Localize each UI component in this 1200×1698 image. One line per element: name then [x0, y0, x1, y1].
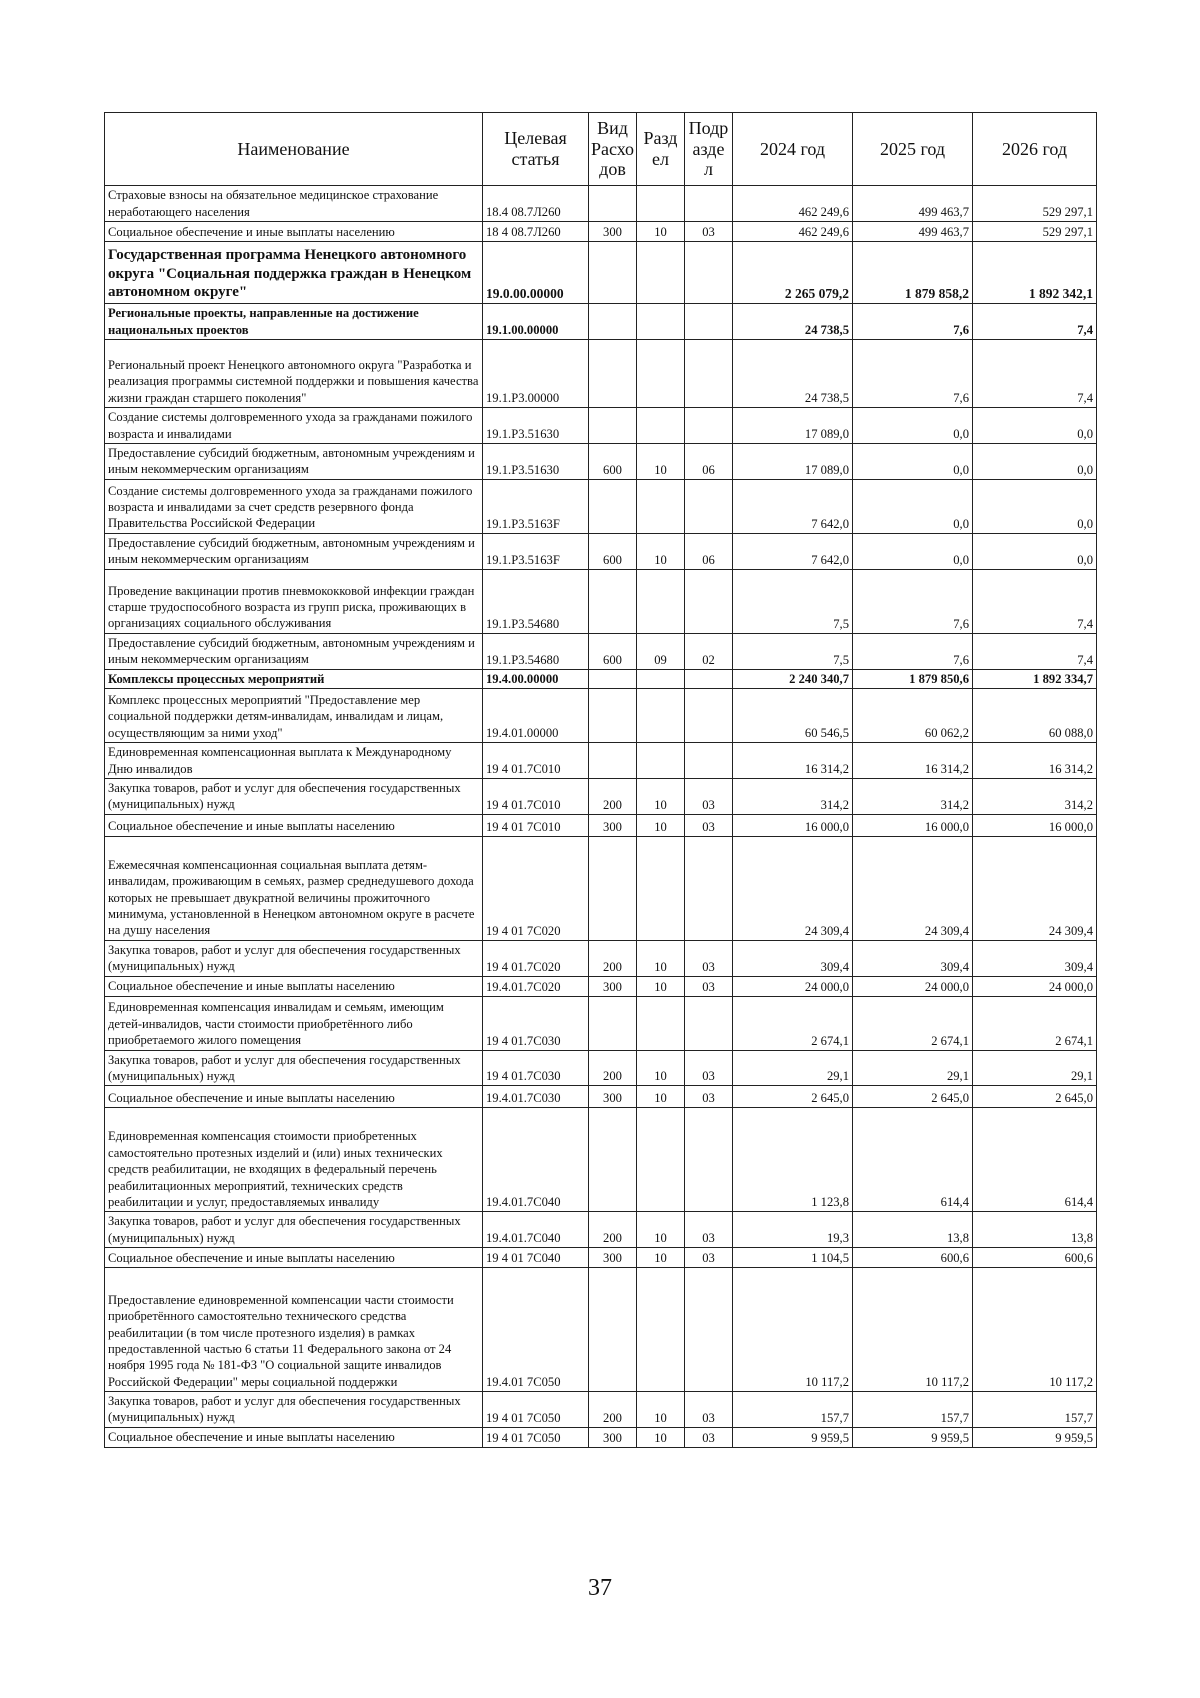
row-section-cell: 10: [637, 444, 685, 480]
row-section-cell: 10: [637, 779, 685, 815]
row-name-cell: Региональный проект Ненецкого автономного округа "Разработка и реализация программы системной поддержки и повышения качества жизни граждан старшего поколения": [105, 340, 483, 408]
row-amount-2025-cell: 9 959,5: [853, 1427, 973, 1447]
row-expense-type-cell: 300: [589, 1086, 637, 1108]
row-amount-2026-cell: 60 088,0: [973, 689, 1097, 743]
row-amount-2024-cell: 17 089,0: [733, 444, 853, 480]
row-name-cell: Закупка товаров, работ и услуг для обеспечения государственных (муниципальных) нужд: [105, 940, 483, 976]
row-subsection-cell: 03: [685, 222, 733, 242]
row-subsection-cell: 03: [685, 976, 733, 996]
budget-table-container: [104, 112, 1096, 1448]
row-amount-2024-cell: 19,3: [733, 1212, 853, 1248]
header-year-2024: 2024 год: [733, 113, 853, 186]
row-expense-type-cell: [589, 669, 637, 688]
row-amount-2024-cell: 309,4: [733, 940, 853, 976]
row-amount-2026-cell: 1 892 342,1: [973, 242, 1097, 304]
row-name-cell: Закупка товаров, работ и услуг для обеспечения государственных (муниципальных) нужд: [105, 1391, 483, 1427]
row-expense-type-cell: 200: [589, 1391, 637, 1427]
table-row: [105, 940, 1097, 976]
row-amount-2026-cell: 16 314,2: [973, 743, 1097, 779]
row-name-cell: Создание системы долговременного ухода за гражданами пожилого возраста и инвалидами за счет средств резервного фонда Правительства Российской Федерации: [105, 479, 483, 533]
row-amount-2026-cell: 9 959,5: [973, 1427, 1097, 1447]
row-expense-type-cell: [589, 1108, 637, 1212]
row-amount-2025-cell: 1 879 850,6: [853, 669, 973, 688]
row-amount-2025-cell: 157,7: [853, 1391, 973, 1427]
row-amount-2025-cell: 7,6: [853, 304, 973, 340]
row-name-cell: Единовременная компенсационная выплата к Международному Дню инвалидов: [105, 743, 483, 779]
row-expense-type-cell: 300: [589, 976, 637, 996]
row-name-cell: Предоставление субсидий бюджетным, автономным учреждениям и иным некоммерческим организациям: [105, 633, 483, 669]
table-row: [105, 242, 1097, 304]
row-section-cell: 10: [637, 1050, 685, 1086]
table-row: [105, 1212, 1097, 1248]
row-target-article-cell: 19 4 01 7С040: [483, 1247, 589, 1267]
row-expense-type-cell: [589, 569, 637, 633]
table-row: [105, 1247, 1097, 1267]
table-row: [105, 408, 1097, 444]
row-amount-2025-cell: 7,6: [853, 569, 973, 633]
row-name-cell: Социальное обеспечение и иные выплаты населению: [105, 976, 483, 996]
table-row: [105, 996, 1097, 1050]
row-subsection-cell: 03: [685, 1247, 733, 1267]
header-section: Разд ел: [637, 113, 685, 186]
row-subsection-cell: 03: [685, 1050, 733, 1086]
row-subsection-cell: [685, 479, 733, 533]
row-expense-type-cell: [589, 304, 637, 340]
table-row: [105, 340, 1097, 408]
row-subsection-cell: [685, 669, 733, 688]
row-name-cell: Социальное обеспечение и иные выплаты населению: [105, 222, 483, 242]
row-section-cell: [637, 569, 685, 633]
row-target-article-cell: 19 4 01.7С030: [483, 1050, 589, 1086]
row-section-cell: 09: [637, 633, 685, 669]
row-section-cell: [637, 242, 685, 304]
row-amount-2025-cell: 0,0: [853, 479, 973, 533]
row-name-cell: Социальное обеспечение и иные выплаты населению: [105, 1247, 483, 1267]
row-target-article-cell: 19.4.01.7С020: [483, 976, 589, 996]
row-amount-2024-cell: 7 642,0: [733, 533, 853, 569]
row-amount-2026-cell: 1 892 334,7: [973, 669, 1097, 688]
row-amount-2025-cell: 10 117,2: [853, 1267, 973, 1391]
table-row: [105, 669, 1097, 688]
row-subsection-cell: [685, 340, 733, 408]
row-section-cell: 10: [637, 533, 685, 569]
row-expense-type-cell: 600: [589, 533, 637, 569]
row-target-article-cell: 19 4 01 7С050: [483, 1391, 589, 1427]
table-row: [105, 186, 1097, 222]
row-subsection-cell: 03: [685, 1391, 733, 1427]
row-target-article-cell: 19 4 01.7С010: [483, 779, 589, 815]
row-amount-2024-cell: 24 738,5: [733, 340, 853, 408]
row-target-article-cell: 19.4.00.00000: [483, 669, 589, 688]
row-name-cell: Закупка товаров, работ и услуг для обеспечения государственных (муниципальных) нужд: [105, 1050, 483, 1086]
row-target-article-cell: 19.1.P3.51630: [483, 444, 589, 480]
row-subsection-cell: 03: [685, 940, 733, 976]
table-row: [105, 689, 1097, 743]
row-expense-type-cell: [589, 1267, 637, 1391]
row-target-article-cell: 18.4 08.7Л260: [483, 186, 589, 222]
row-amount-2025-cell: 24 309,4: [853, 836, 973, 940]
row-amount-2026-cell: 309,4: [973, 940, 1097, 976]
row-subsection-cell: [685, 408, 733, 444]
row-amount-2025-cell: 60 062,2: [853, 689, 973, 743]
row-amount-2025-cell: 13,8: [853, 1212, 973, 1248]
row-amount-2024-cell: 2 645,0: [733, 1086, 853, 1108]
row-name-cell: Социальное обеспечение и иные выплаты населению: [105, 1427, 483, 1447]
row-target-article-cell: 18 4 08.7Л260: [483, 222, 589, 242]
row-subsection-cell: [685, 996, 733, 1050]
row-name-cell: Социальное обеспечение и иные выплаты населению: [105, 1086, 483, 1108]
table-row: [105, 633, 1097, 669]
row-expense-type-cell: 200: [589, 940, 637, 976]
row-expense-type-cell: [589, 186, 637, 222]
row-amount-2024-cell: 7,5: [733, 569, 853, 633]
row-subsection-cell: 06: [685, 533, 733, 569]
row-expense-type-cell: [589, 242, 637, 304]
row-subsection-cell: [685, 186, 733, 222]
table-row: [105, 479, 1097, 533]
row-amount-2025-cell: 614,4: [853, 1108, 973, 1212]
row-amount-2026-cell: 24 000,0: [973, 976, 1097, 996]
table-row: [105, 976, 1097, 996]
row-amount-2024-cell: 60 546,5: [733, 689, 853, 743]
row-amount-2024-cell: 7,5: [733, 633, 853, 669]
row-amount-2025-cell: 16 000,0: [853, 814, 973, 836]
row-amount-2026-cell: 0,0: [973, 533, 1097, 569]
row-subsection-cell: [685, 1108, 733, 1212]
header-year-2026: 2026 год: [973, 113, 1097, 186]
row-expense-type-cell: 600: [589, 444, 637, 480]
row-amount-2026-cell: 10 117,2: [973, 1267, 1097, 1391]
row-amount-2024-cell: 1 123,8: [733, 1108, 853, 1212]
row-section-cell: 10: [637, 1247, 685, 1267]
row-expense-type-cell: 200: [589, 1050, 637, 1086]
table-row: [105, 222, 1097, 242]
row-amount-2026-cell: 7,4: [973, 633, 1097, 669]
row-name-cell: Единовременная компенсация инвалидам и семьям, имеющим детей-инвалидов, части стоимости приобретённого либо приобретаемого жилого помещения: [105, 996, 483, 1050]
row-target-article-cell: 19.1.P3.54680: [483, 569, 589, 633]
row-amount-2025-cell: 1 879 858,2: [853, 242, 973, 304]
table-row: [105, 814, 1097, 836]
row-amount-2025-cell: 499 463,7: [853, 186, 973, 222]
row-amount-2026-cell: 2 674,1: [973, 996, 1097, 1050]
row-subsection-cell: 03: [685, 779, 733, 815]
row-amount-2024-cell: 2 265 079,2: [733, 242, 853, 304]
row-amount-2025-cell: 29,1: [853, 1050, 973, 1086]
table-row: [105, 836, 1097, 940]
row-expense-type-cell: [589, 340, 637, 408]
row-expense-type-cell: [589, 743, 637, 779]
row-amount-2026-cell: 29,1: [973, 1050, 1097, 1086]
table-row: [105, 743, 1097, 779]
row-amount-2025-cell: 0,0: [853, 444, 973, 480]
row-subsection-cell: [685, 689, 733, 743]
row-name-cell: Закупка товаров, работ и услуг для обеспечения государственных (муниципальных) нужд: [105, 779, 483, 815]
row-amount-2026-cell: 13,8: [973, 1212, 1097, 1248]
header-target-article: Целевая статья: [483, 113, 589, 186]
row-target-article-cell: 19.4.01.7С040: [483, 1108, 589, 1212]
row-name-cell: Создание системы долговременного ухода за гражданами пожилого возраста и инвалидами: [105, 408, 483, 444]
row-name-cell: Единовременная компенсация стоимости приобретенных самостоятельно протезных изделий и (или) иных технических средств реабилитации, не входящих в федеральный перечень реабилитационных мероприятий, технических средств реабилитации и услуг, предоставляемых инвалиду: [105, 1108, 483, 1212]
row-name-cell: Проведение вакцинации против пневмококковой инфекции граждан старше трудоспособного возраста из групп риска, проживающих в организациях социального обслуживания: [105, 569, 483, 633]
row-subsection-cell: 02: [685, 633, 733, 669]
row-target-article-cell: 19 4 01 7С020: [483, 836, 589, 940]
row-amount-2026-cell: 157,7: [973, 1391, 1097, 1427]
row-expense-type-cell: [589, 689, 637, 743]
row-target-article-cell: 19.1.P3.00000: [483, 340, 589, 408]
row-section-cell: [637, 304, 685, 340]
row-amount-2026-cell: 0,0: [973, 408, 1097, 444]
row-amount-2026-cell: 24 309,4: [973, 836, 1097, 940]
row-section-cell: [637, 1108, 685, 1212]
row-section-cell: [637, 689, 685, 743]
row-section-cell: 10: [637, 1391, 685, 1427]
header-subsection: Подр азде л: [685, 113, 733, 186]
row-name-cell: Ежемесячная компенсационная социальная выплата детям-инвалидам, проживающим в семьях, размер среднедушевого дохода которых не превышает двукратной величины прожиточного минимума, установленной в Ненецком автономном округе в расчете на душу населения: [105, 836, 483, 940]
row-expense-type-cell: 300: [589, 814, 637, 836]
row-amount-2024-cell: 7 642,0: [733, 479, 853, 533]
row-amount-2026-cell: 529 297,1: [973, 222, 1097, 242]
row-target-article-cell: 19.1.00.00000: [483, 304, 589, 340]
row-amount-2026-cell: 614,4: [973, 1108, 1097, 1212]
row-name-cell: Комплексы процессных мероприятий: [105, 669, 483, 688]
row-amount-2024-cell: 16 000,0: [733, 814, 853, 836]
row-amount-2025-cell: 7,6: [853, 340, 973, 408]
row-subsection-cell: 03: [685, 1427, 733, 1447]
row-section-cell: [637, 186, 685, 222]
row-expense-type-cell: 300: [589, 1247, 637, 1267]
row-amount-2026-cell: 7,4: [973, 340, 1097, 408]
row-amount-2026-cell: 7,4: [973, 569, 1097, 633]
row-name-cell: Государственная программа Ненецкого автономного округа "Социальная поддержка граждан в Ненецком автономном округе": [105, 242, 483, 304]
row-target-article-cell: 19.4.01 7С050: [483, 1267, 589, 1391]
header-expense-type: Вид Расхо дов: [589, 113, 637, 186]
table-row: [105, 1086, 1097, 1108]
row-subsection-cell: [685, 242, 733, 304]
table-row: [105, 1267, 1097, 1391]
row-amount-2026-cell: 0,0: [973, 444, 1097, 480]
row-amount-2024-cell: 2 674,1: [733, 996, 853, 1050]
row-target-article-cell: 19.4.01.00000: [483, 689, 589, 743]
table-row: [105, 569, 1097, 633]
row-amount-2026-cell: 0,0: [973, 479, 1097, 533]
budget-table: [104, 112, 1097, 1448]
row-name-cell: Страховые взносы на обязательное медицинское страхование неработающего населения: [105, 186, 483, 222]
row-expense-type-cell: [589, 836, 637, 940]
row-section-cell: 10: [637, 1427, 685, 1447]
row-target-article-cell: 19 4 01.7С030: [483, 996, 589, 1050]
row-expense-type-cell: [589, 408, 637, 444]
row-amount-2026-cell: 16 000,0: [973, 814, 1097, 836]
row-amount-2025-cell: 499 463,7: [853, 222, 973, 242]
row-section-cell: [637, 743, 685, 779]
row-amount-2025-cell: 24 000,0: [853, 976, 973, 996]
row-expense-type-cell: 300: [589, 1427, 637, 1447]
row-section-cell: 10: [637, 814, 685, 836]
table-row: [105, 1108, 1097, 1212]
table-row: [105, 779, 1097, 815]
row-section-cell: [637, 408, 685, 444]
row-amount-2024-cell: 29,1: [733, 1050, 853, 1086]
row-expense-type-cell: 300: [589, 222, 637, 242]
row-subsection-cell: 03: [685, 1086, 733, 1108]
row-name-cell: Комплекс процессных мероприятий "Предоставление мер социальной поддержки детям-инвалидам, инвалидам и лицам, осуществляющим за ними уход": [105, 689, 483, 743]
row-target-article-cell: 19.1.P3.54680: [483, 633, 589, 669]
row-amount-2024-cell: 17 089,0: [733, 408, 853, 444]
row-name-cell: Предоставление субсидий бюджетным, автономным учреждениям и иным некоммерческим организациям: [105, 444, 483, 480]
row-section-cell: 10: [637, 222, 685, 242]
row-amount-2024-cell: 9 959,5: [733, 1427, 853, 1447]
row-name-cell: Региональные проекты, направленные на достижение национальных проектов: [105, 304, 483, 340]
row-section-cell: [637, 1267, 685, 1391]
row-subsection-cell: [685, 569, 733, 633]
row-section-cell: [637, 669, 685, 688]
row-amount-2026-cell: 600,6: [973, 1247, 1097, 1267]
row-subsection-cell: [685, 304, 733, 340]
row-amount-2025-cell: 309,4: [853, 940, 973, 976]
row-subsection-cell: [685, 836, 733, 940]
row-name-cell: Социальное обеспечение и иные выплаты населению: [105, 814, 483, 836]
table-row: [105, 1427, 1097, 1447]
table-row: [105, 304, 1097, 340]
row-amount-2024-cell: 24 309,4: [733, 836, 853, 940]
row-section-cell: 10: [637, 976, 685, 996]
row-target-article-cell: 19.0.00.00000: [483, 242, 589, 304]
table-row: [105, 1391, 1097, 1427]
row-section-cell: [637, 996, 685, 1050]
row-name-cell: Закупка товаров, работ и услуг для обеспечения государственных (муниципальных) нужд: [105, 1212, 483, 1248]
row-amount-2025-cell: 2 645,0: [853, 1086, 973, 1108]
row-amount-2024-cell: 157,7: [733, 1391, 853, 1427]
row-target-article-cell: 19.4.01.7С030: [483, 1086, 589, 1108]
row-section-cell: [637, 479, 685, 533]
row-target-article-cell: 19.1.P3.5163F: [483, 479, 589, 533]
row-subsection-cell: [685, 743, 733, 779]
row-section-cell: [637, 340, 685, 408]
row-amount-2025-cell: 7,6: [853, 633, 973, 669]
row-expense-type-cell: [589, 479, 637, 533]
row-expense-type-cell: [589, 996, 637, 1050]
row-target-article-cell: 19 4 01.7С020: [483, 940, 589, 976]
row-section-cell: 10: [637, 1212, 685, 1248]
row-amount-2024-cell: 462 249,6: [733, 222, 853, 242]
table-body: [105, 186, 1097, 1448]
row-amount-2025-cell: 600,6: [853, 1247, 973, 1267]
header-name: Наименование: [105, 113, 483, 186]
table-row: [105, 1050, 1097, 1086]
row-amount-2026-cell: 2 645,0: [973, 1086, 1097, 1108]
row-amount-2024-cell: 462 249,6: [733, 186, 853, 222]
row-target-article-cell: 19 4 01 7С050: [483, 1427, 589, 1447]
row-amount-2024-cell: 24 000,0: [733, 976, 853, 996]
row-target-article-cell: 19.1.P3.51630: [483, 408, 589, 444]
header-year-2025: 2025 год: [853, 113, 973, 186]
row-amount-2024-cell: 1 104,5: [733, 1247, 853, 1267]
row-amount-2024-cell: 16 314,2: [733, 743, 853, 779]
row-target-article-cell: 19.4.01.7С040: [483, 1212, 589, 1248]
row-amount-2024-cell: 10 117,2: [733, 1267, 853, 1391]
row-section-cell: 10: [637, 940, 685, 976]
row-subsection-cell: 03: [685, 814, 733, 836]
row-section-cell: 10: [637, 1086, 685, 1108]
page-number: 37: [588, 1575, 612, 1601]
row-name-cell: Предоставление субсидий бюджетным, автономным учреждениям и иным некоммерческим организациям: [105, 533, 483, 569]
row-subsection-cell: 06: [685, 444, 733, 480]
row-expense-type-cell: 600: [589, 633, 637, 669]
row-amount-2024-cell: 314,2: [733, 779, 853, 815]
row-expense-type-cell: 200: [589, 1212, 637, 1248]
row-amount-2024-cell: 24 738,5: [733, 304, 853, 340]
row-amount-2026-cell: 529 297,1: [973, 186, 1097, 222]
row-amount-2025-cell: 2 674,1: [853, 996, 973, 1050]
row-section-cell: [637, 836, 685, 940]
row-amount-2025-cell: 0,0: [853, 408, 973, 444]
table-row: [105, 533, 1097, 569]
row-amount-2025-cell: 314,2: [853, 779, 973, 815]
row-amount-2025-cell: 0,0: [853, 533, 973, 569]
row-target-article-cell: 19 4 01 7С010: [483, 814, 589, 836]
row-name-cell: Предоставление единовременной компенсации части стоимости приобретённого самостоятельно технического средства реабилитации (в том числе протезного изделия) в рамках предоставленной частью 6 статьи 11 Федерального закона от 24 ноября 1995 года № 181-ФЗ "О социальной защите инвалидов Российской Федерации" меры социальной поддержки: [105, 1267, 483, 1391]
row-amount-2025-cell: 16 314,2: [853, 743, 973, 779]
row-amount-2024-cell: 2 240 340,7: [733, 669, 853, 688]
row-target-article-cell: 19 4 01.7С010: [483, 743, 589, 779]
row-subsection-cell: [685, 1267, 733, 1391]
row-amount-2026-cell: 7,4: [973, 304, 1097, 340]
row-subsection-cell: 03: [685, 1212, 733, 1248]
table-header-row: [105, 113, 1097, 186]
row-expense-type-cell: 200: [589, 779, 637, 815]
row-amount-2026-cell: 314,2: [973, 779, 1097, 815]
table-row: [105, 444, 1097, 480]
row-target-article-cell: 19.1.P3.5163F: [483, 533, 589, 569]
